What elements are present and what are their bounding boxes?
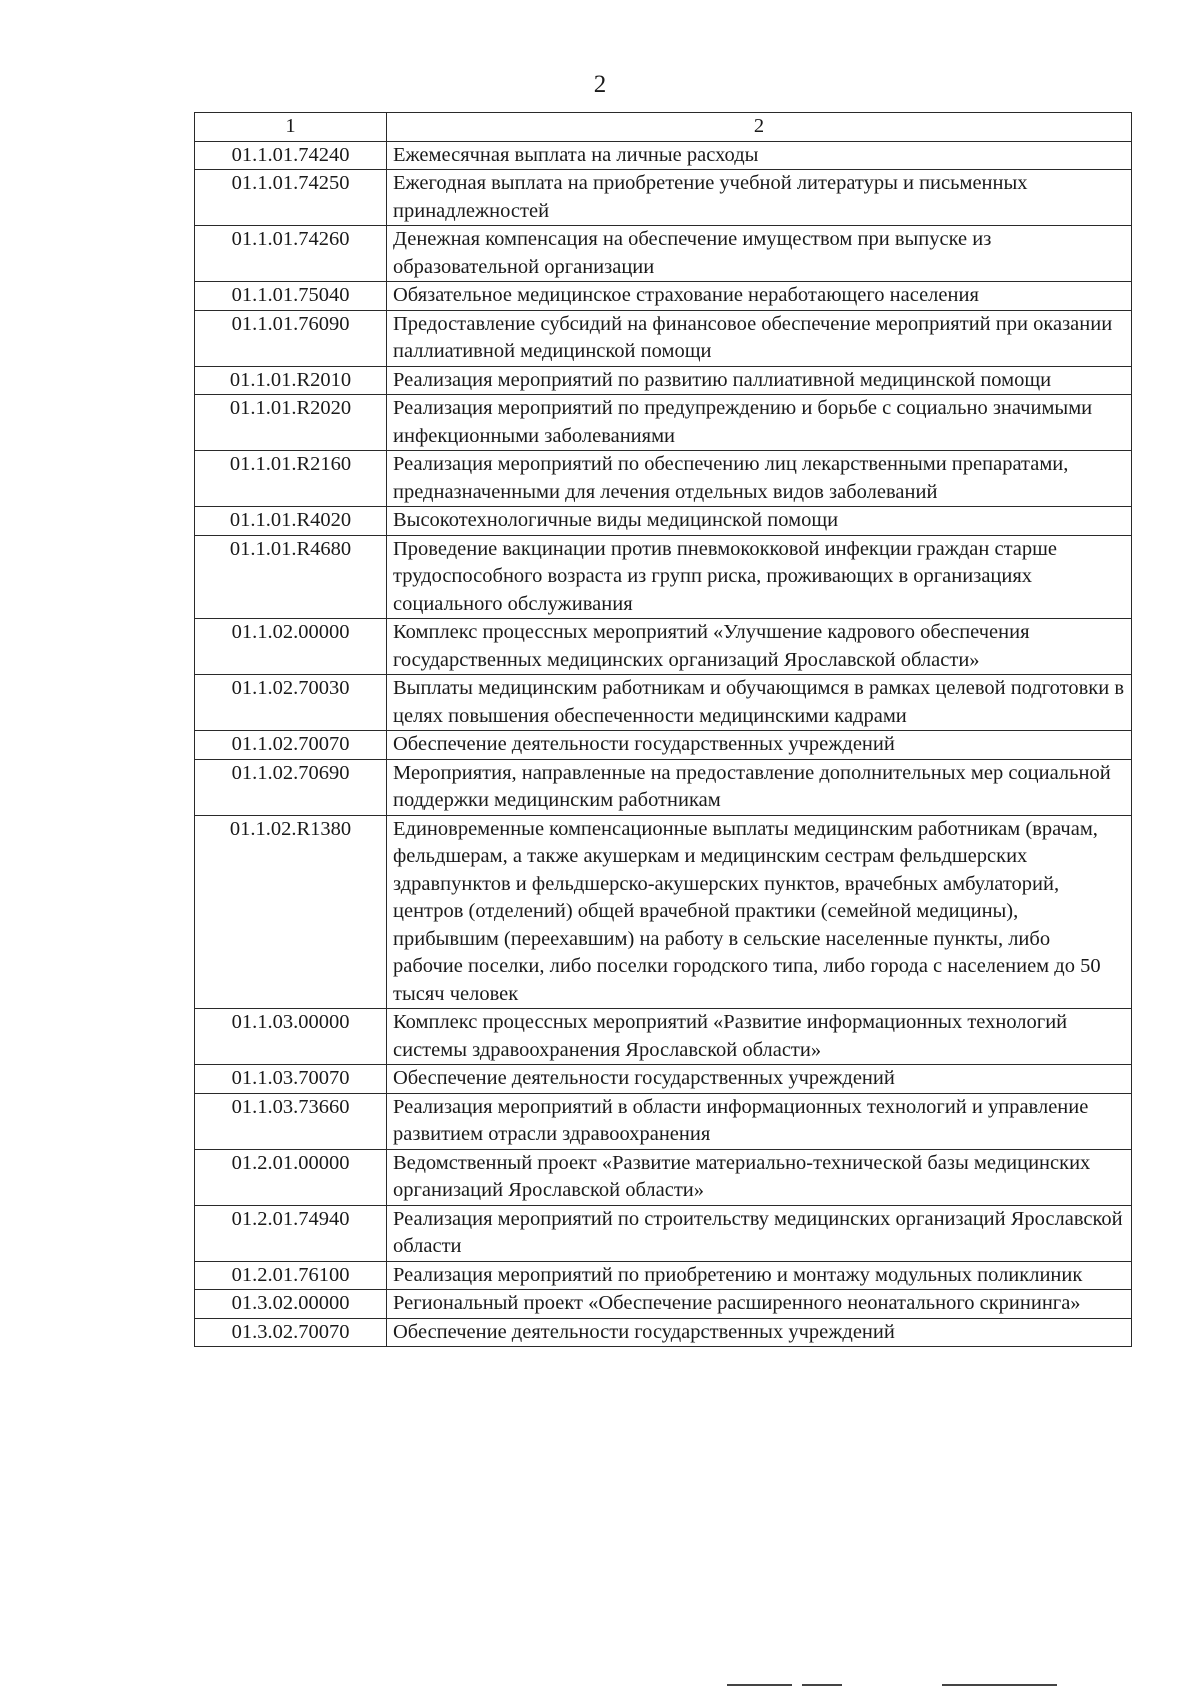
description-cell: Предоставление субсидий на финансовое обеспечение мероприятий при оказании паллиативной медицинской помощи bbox=[387, 310, 1132, 366]
table-row bbox=[195, 282, 1132, 311]
budget-code-cell: 01.1.03.00000 bbox=[195, 1009, 387, 1065]
description-cell: Обеспечение деятельности государственных учреждений bbox=[387, 1318, 1132, 1347]
table-row bbox=[195, 815, 1132, 1009]
description-cell: Выплаты медицинским работникам и обучающимся в рамках целевой подготовки в целях повышения обеспеченности медицинскими кадрами bbox=[387, 675, 1132, 731]
table-row bbox=[195, 1261, 1132, 1290]
description-cell: Региональный проект «Обеспечение расширенного неонатального скрининга» bbox=[387, 1290, 1132, 1319]
table-row bbox=[195, 731, 1132, 760]
description-cell: Денежная компенсация на обеспечение имуществом при выпуске из образовательной организации bbox=[387, 226, 1132, 282]
description-cell: Реализация мероприятий в области информационных технологий и управление развитием отрасли здравоохранения bbox=[387, 1093, 1132, 1149]
table-header-row bbox=[195, 113, 1132, 142]
footer-line-mark bbox=[942, 1684, 1057, 1686]
description-cell: Высокотехнологичные виды медицинской помощи bbox=[387, 507, 1132, 536]
table-row bbox=[195, 675, 1132, 731]
budget-code-cell: 01.1.02.R1380 bbox=[195, 815, 387, 1009]
footer-line-mark bbox=[802, 1684, 842, 1686]
budget-code-cell: 01.1.01.74250 bbox=[195, 170, 387, 226]
budget-code-table bbox=[194, 112, 1132, 1347]
description-cell: Комплекс процессных мероприятий «Развитие информационных технологий системы здравоохранения Ярославской области» bbox=[387, 1009, 1132, 1065]
description-cell: Обеспечение деятельности государственных учреждений bbox=[387, 731, 1132, 760]
table-row bbox=[195, 366, 1132, 395]
budget-code-cell: 01.1.03.70070 bbox=[195, 1065, 387, 1094]
page-number: 2 bbox=[593, 71, 607, 98]
budget-code-cell: 01.1.02.70690 bbox=[195, 759, 387, 815]
table-row bbox=[195, 1205, 1132, 1261]
budget-code-cell: 01.1.01.75040 bbox=[195, 282, 387, 311]
budget-code-cell: 01.1.01.74240 bbox=[195, 141, 387, 170]
table-row bbox=[195, 1290, 1132, 1319]
description-cell: Проведение вакцинации против пневмококковой инфекции граждан старше трудоспособного возраста из групп риска, проживающих в организациях социального обслуживания bbox=[387, 535, 1132, 619]
footer-line-mark bbox=[727, 1684, 792, 1686]
table-row bbox=[195, 226, 1132, 282]
table-row bbox=[195, 759, 1132, 815]
description-cell: Ведомственный проект «Развитие материально-технической базы медицинских организаций Ярославской области» bbox=[387, 1149, 1132, 1205]
budget-code-cell: 01.2.01.76100 bbox=[195, 1261, 387, 1290]
table-row bbox=[195, 310, 1132, 366]
table-row bbox=[195, 1093, 1132, 1149]
budget-code-cell: 01.1.02.00000 bbox=[195, 619, 387, 675]
description-cell: Реализация мероприятий по развитию паллиативной медицинской помощи bbox=[387, 366, 1132, 395]
budget-code-cell: 01.1.01.R4680 bbox=[195, 535, 387, 619]
description-cell: Реализация мероприятий по обеспечению лиц лекарственными препаратами, предназначенными для лечения отдельных видов заболеваний bbox=[387, 451, 1132, 507]
budget-code-cell: 01.1.01.76090 bbox=[195, 310, 387, 366]
table-row bbox=[195, 395, 1132, 451]
table-body bbox=[195, 141, 1132, 1347]
budget-code-cell: 01.1.01.R2020 bbox=[195, 395, 387, 451]
description-cell: Единовременные компенсационные выплаты медицинским работникам (врачам, фельдшерам, а также акушеркам и медицинским сестрам фельдшерских здравпунктов и фельдшерско-акушерских пунктов, врачебных амбулаторий, центров (отделений) общей врачебной практики (семейной медицины), прибывшим (переехавшим) на работу в сельские населенные пункты, либо рабочие поселки, либо поселки городского типа, либо города с населением до 50 тысяч человек bbox=[387, 815, 1132, 1009]
column-header-2: 2 bbox=[387, 113, 1132, 142]
table-row bbox=[195, 451, 1132, 507]
budget-code-cell: 01.1.01.R2010 bbox=[195, 366, 387, 395]
table-row bbox=[195, 1065, 1132, 1094]
description-cell: Ежемесячная выплата на личные расходы bbox=[387, 141, 1132, 170]
table-row bbox=[195, 535, 1132, 619]
budget-code-cell: 01.1.01.74260 bbox=[195, 226, 387, 282]
description-cell: Ежегодная выплата на приобретение учебной литературы и письменных принадлежностей bbox=[387, 170, 1132, 226]
budget-code-cell: 01.3.02.00000 bbox=[195, 1290, 387, 1319]
budget-code-cell: 01.3.02.70070 bbox=[195, 1318, 387, 1347]
table-row bbox=[195, 1149, 1132, 1205]
table-row bbox=[195, 141, 1132, 170]
budget-code-cell: 01.2.01.00000 bbox=[195, 1149, 387, 1205]
description-cell: Комплекс процессных мероприятий «Улучшение кадрового обеспечения государственных медицинских организаций Ярославской области» bbox=[387, 619, 1132, 675]
description-cell: Обязательное медицинское страхование неработающего населения bbox=[387, 282, 1132, 311]
budget-code-cell: 01.1.02.70030 bbox=[195, 675, 387, 731]
description-cell: Мероприятия, направленные на предоставление дополнительных мер социальной поддержки медицинским работникам bbox=[387, 759, 1132, 815]
table-row bbox=[195, 1318, 1132, 1347]
budget-code-cell: 01.1.03.73660 bbox=[195, 1093, 387, 1149]
table-row bbox=[195, 1009, 1132, 1065]
budget-code-cell: 01.2.01.74940 bbox=[195, 1205, 387, 1261]
table-row bbox=[195, 619, 1132, 675]
column-header-1: 1 bbox=[195, 113, 387, 142]
description-cell: Реализация мероприятий по приобретению и монтажу модульных поликлиник bbox=[387, 1261, 1132, 1290]
description-cell: Обеспечение деятельности государственных учреждений bbox=[387, 1065, 1132, 1094]
table-row bbox=[195, 170, 1132, 226]
table-row bbox=[195, 507, 1132, 536]
budget-code-cell: 01.1.02.70070 bbox=[195, 731, 387, 760]
description-cell: Реализация мероприятий по предупреждению и борьбе с социально значимыми инфекционными заболеваниями bbox=[387, 395, 1132, 451]
description-cell: Реализация мероприятий по строительству медицинских организаций Ярославской области bbox=[387, 1205, 1132, 1261]
budget-code-cell: 01.1.01.R4020 bbox=[195, 507, 387, 536]
budget-code-cell: 01.1.01.R2160 bbox=[195, 451, 387, 507]
